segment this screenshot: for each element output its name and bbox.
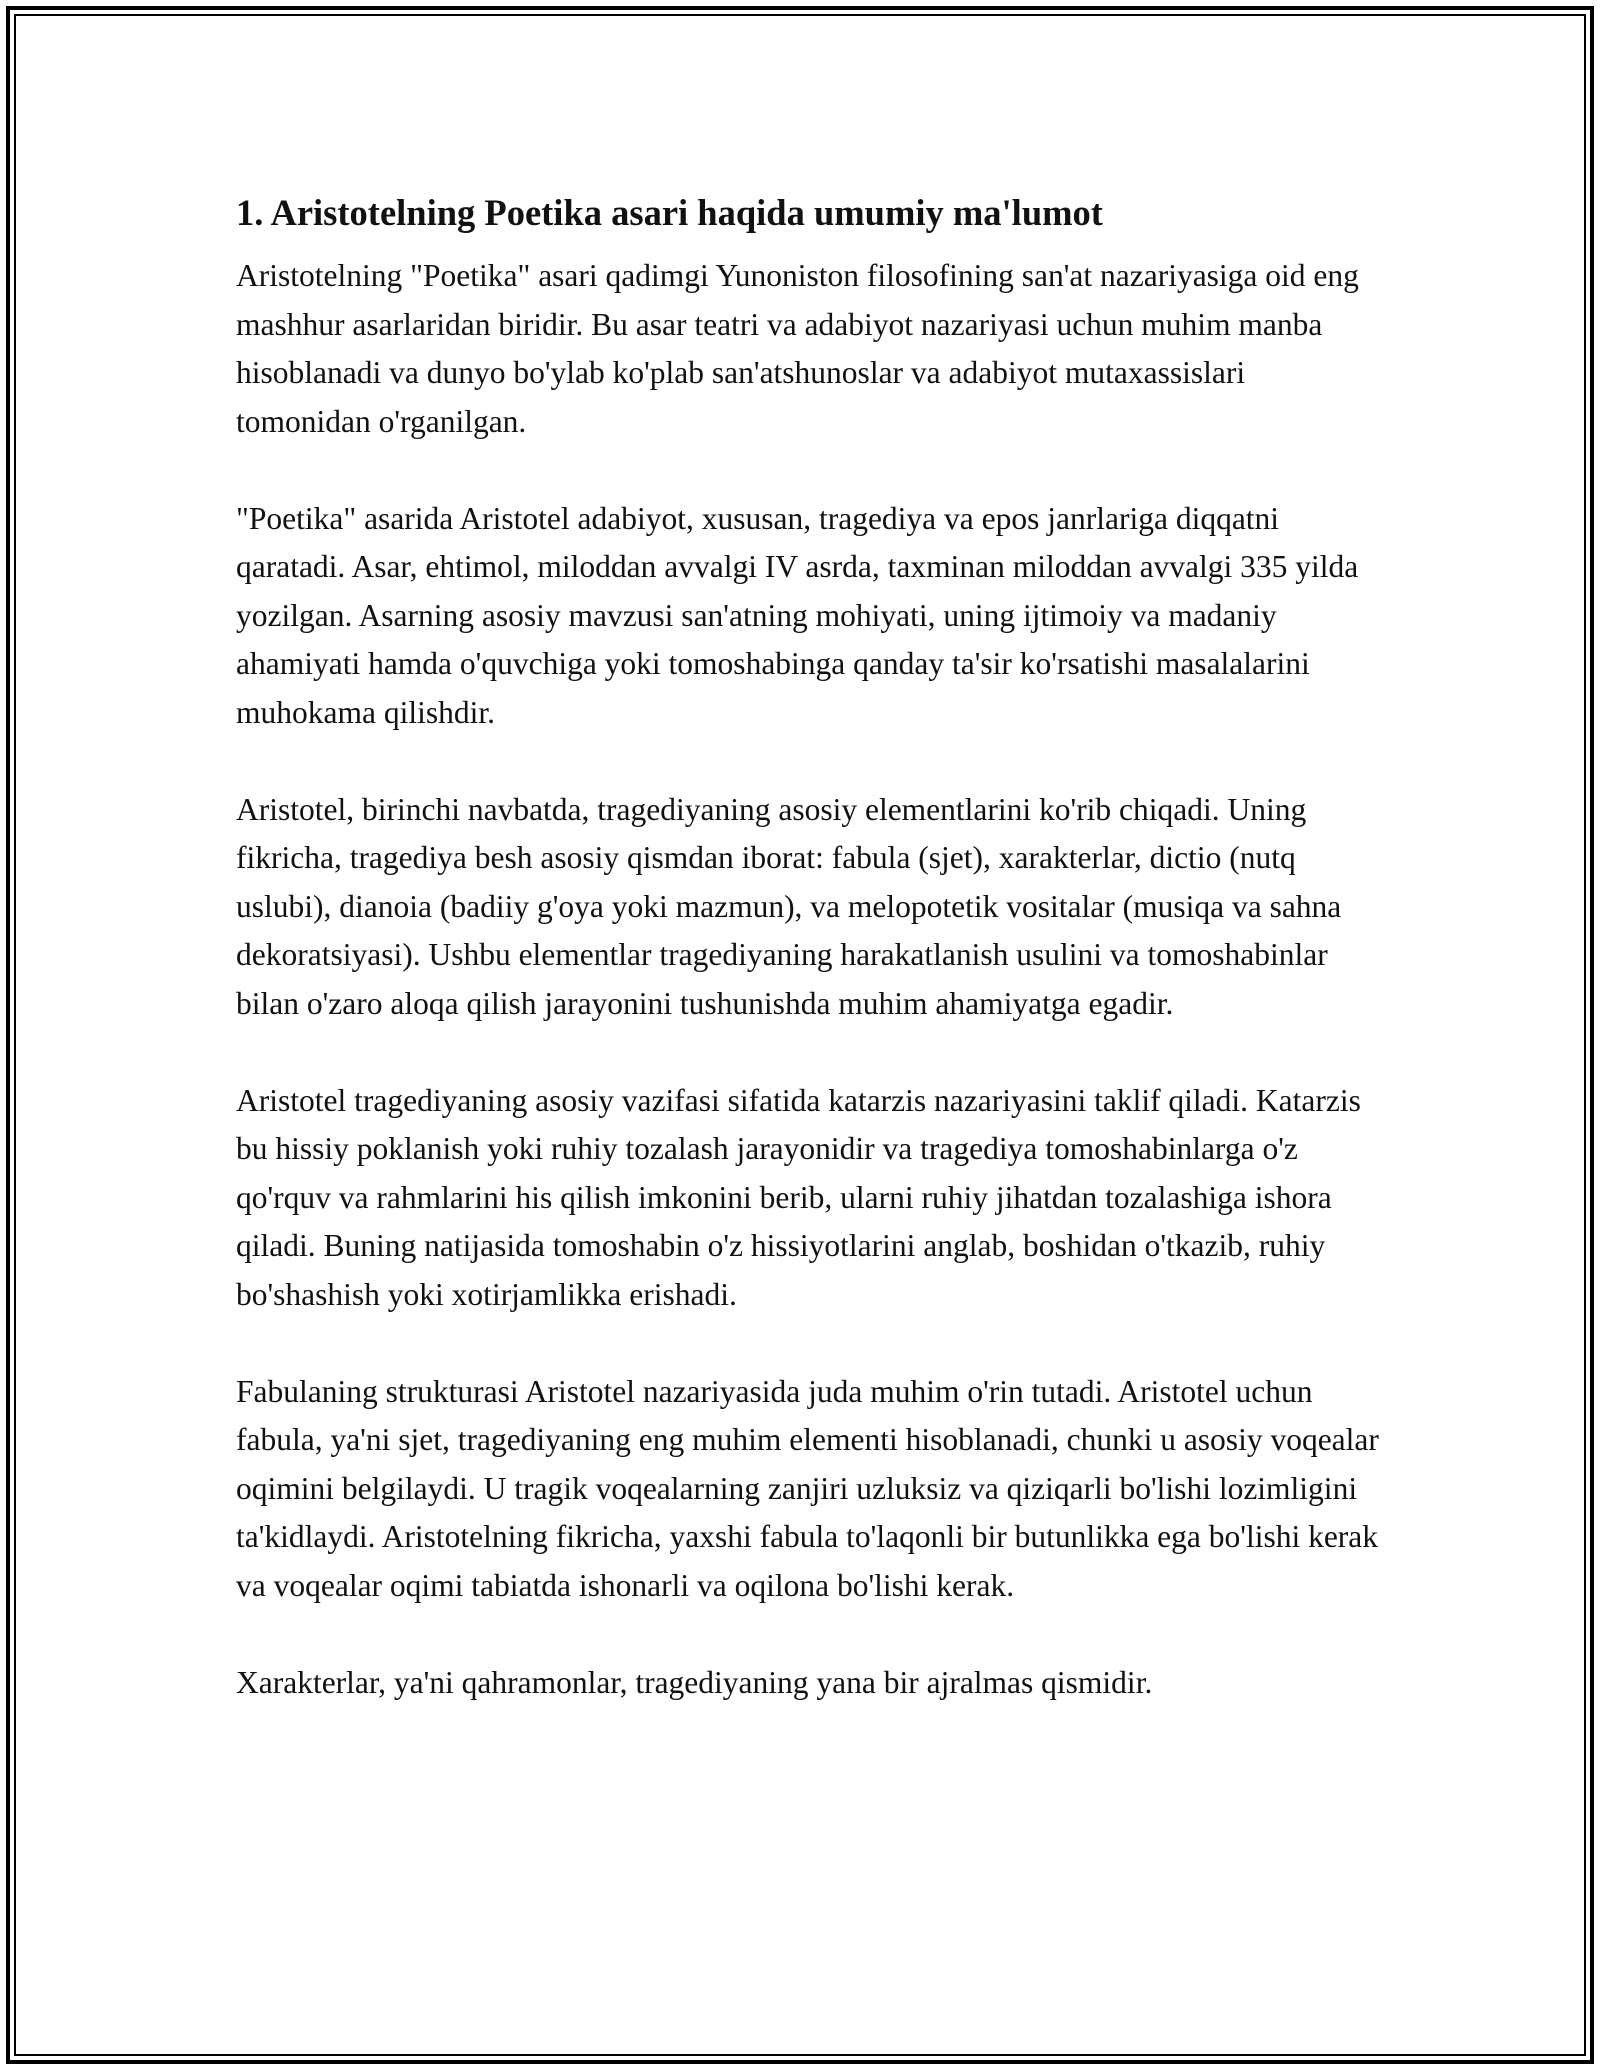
paragraph-intro: Aristotelning "Poetika" asari qadimgi Yunoniston filosofining san'at nazariyasiga oid eng mashhur asarlaridan biridir. Bu asar teatri va adabiyot nazariyasi uchun muhim manba hisoblanadi va dunyo bo'ylab ko'plab san'atshunoslar va adabiyot mutaxassislari tomonidan o'rganilgan. [236,258,1359,439]
paragraph-fabula-structure: Fabulaning strukturasi Aristotel nazariyasida juda muhim o'rin tutadi. Aristotel uchun fabula, ya'ni sjet, tragediyaning eng muhim elementi hisoblanadi, chunki u asosiy voqealar oqimini belgilaydi. U tragik voqealarning zanjiri uzluksiz va qiziqarli bo'lishi lozimligini ta'kidlaydi. Aristotelning fikricha, yaxshi fabula to'laqonli bir butunlikka ega bo'lishi kerak va voqealar oqimi tabiatda ishonarli va oqilona bo'lishi kerak. [236,1373,1379,1603]
section-heading: 1. Aristotelning Poetika asari haqida umumiy ma'lumot [236,192,1103,233]
paragraph-tragedy-elements: Aristotel, birinchi navbatda, tragediyaning asosiy elementlarini ko'rib chiqadi. Uning fikricha, tragediya besh asosiy qismdan iborat: fabula (sjet), xarakterlar, dictio (nutq uslubi), dianoia (badiiy g'oya yoki mazmun), va melopotetik vositalar (musiqa va sahna dekoratsiyasi). Ushbu elementlar tragediyaning harakatlanish usulini va tomoshabinlar bilan o'zaro aloqa qilish jarayonini tushunishda muhim ahamiyatga egadir. [236,791,1342,1021]
paragraph-characters: Xarakterlar, ya'ni qahramonlar, tragediyaning yana bir ajralmas qismidir. [236,1664,1153,1700]
document-body [236,186,1386,1707]
paragraph-poetika-genres: "Poetika" asarida Aristotel adabiyot, xususan, tragediya va epos janrlariga diqqatni qaratadi. Asar, ehtimol, miloddan avvalgi IV asrda, taxminan miloddan avvalgi 335 yilda yozilgan. Asarning asosiy mavzusi san'atning mohiyati, uning ijtimoiy va madaniy ahamiyati hamda o'quvchiga yoki tomoshabinga qanday ta'sir ko'rsatishi masalalarini muhokama qilishdir. [236,500,1359,730]
paragraph-catharsis: Aristotel tragediyaning asosiy vazifasi sifatida katarzis nazariyasini taklif qiladi. Katarzis bu hissiy poklanish yoki ruhiy tozalash jarayonidir va tragediya tomoshabinlarga o'z qo'rquv va rahmlarini his qilish imkonini berib, ularni ruhiy jihatdan tozalashiga ishora qiladi. Buning natijasida tomoshabin o'z hissiyotlarini anglab, boshidan o'tkazib, ruhiy bo'shashish yoki xotirjamlikka erishadi. [236,1082,1361,1312]
